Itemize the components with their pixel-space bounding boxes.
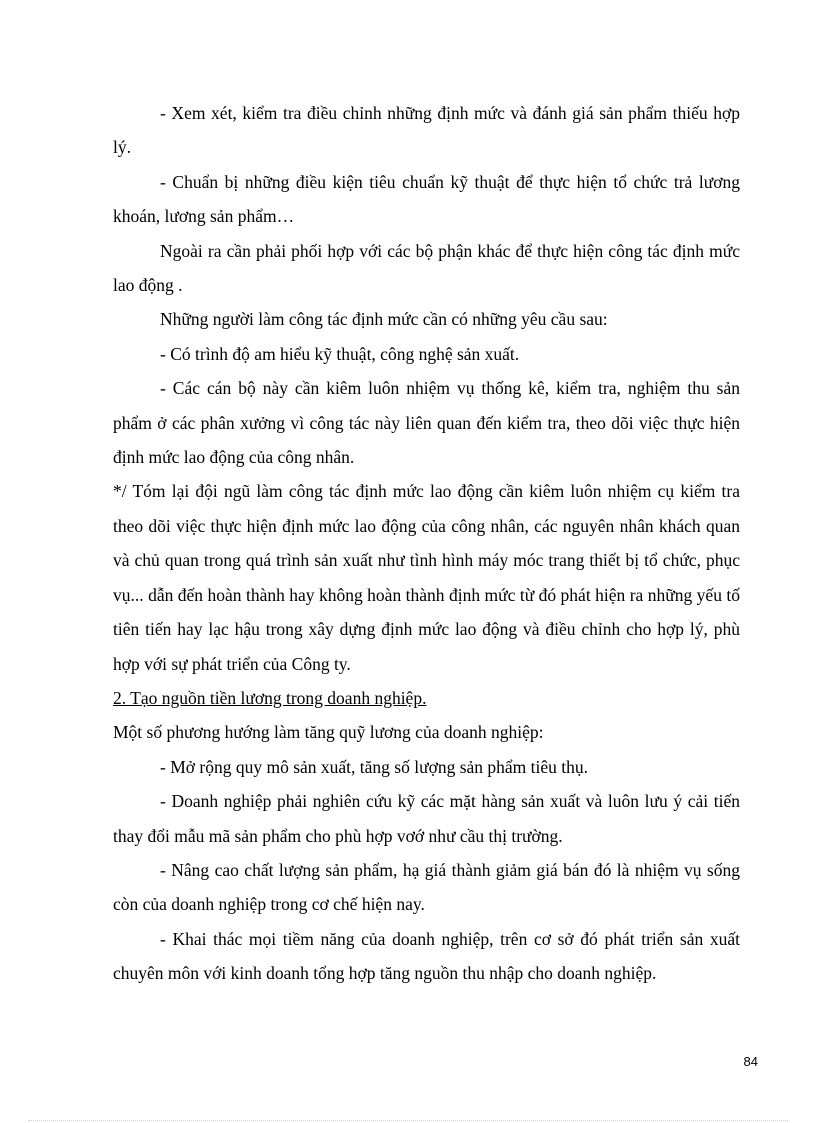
- section-heading-salary-fund: 2. Tạo nguồn tiền lương trong doanh nghiệp.: [113, 687, 427, 708]
- page-number: 84: [743, 1054, 758, 1069]
- bullet-research-products: - Doanh nghiệp phải nghiên cứu kỹ các mặt hàng sản xuất và luôn lưu ý cải tiến thay đổi mẫu mã sản phẩm cho phù hợp vơớ như cầu thị trường.: [113, 791, 740, 846]
- bullet-statistics-duties: - Các cán bộ này cần kiêm luôn nhiệm vụ thống kê, kiểm tra, nghiệm thu sản phẩm ở các phân xưởng vì công tác này liên quan đến kiểm tra, theo dõi việc thực hiện định mức lao động của công nhân.: [113, 378, 740, 468]
- paragraph-summary: */ Tóm lại đội ngũ làm công tác định mức lao động cần kiêm luôn nhiệm cụ kiểm tra theo dõi việc thực hiện định mức lao động của công nhân, các nguyên nhân khách quan và chủ quan trong quá trình sản xuất như tình hình máy móc trang thiết bị tổ chức, phục vụ... dẫn đến hoàn thành hay không hoàn thành định mức từ đó phát hiện ra những yếu tố tiên tiến hay lạc hậu trong xây dựng định mức lao động và điều chỉnh cho hợp lý, phù hợp với sự phát triển của Công ty.: [113, 481, 740, 674]
- paragraph-requirements-intro: Những người làm công tác định mức cần có những yêu cầu sau:: [160, 309, 608, 330]
- bullet-expand-production: - Mở rộng quy mô sản xuất, tăng số lượng sản phẩm tiêu thụ.: [160, 756, 589, 777]
- bullet-prepare-conditions: - Chuẩn bị những điều kiện tiêu chuẩn kỹ thuật để thực hiện tổ chức trả lương khoán, lương sản phẩm…: [113, 171, 740, 227]
- bullet-improve-quality: - Nâng cao chất lượng sản phẩm, hạ giá thành giảm giá bán đó là nhiệm vụ sống còn của doanh nghiệp trong cơ chế hiện nay.: [113, 859, 740, 915]
- bullet-technical-knowledge: - Có trình độ am hiểu kỹ thuật, công nghệ sản xuất.: [160, 343, 520, 364]
- bullet-review-norms: - Xem xét, kiểm tra điều chỉnh những định mức và đánh giá sản phẩm thiếu hợp lý.: [113, 103, 740, 158]
- bullet-exploit-potential: - Khai thác mọi tiềm năng của doanh nghiệp, trên cơ sở đó phát triển sản xuất chuyên môn với kinh doanh tổng hợp tăng nguồn thu nhập cho doanh nghiệp.: [113, 928, 740, 984]
- page-body: [113, 96, 740, 991]
- paragraph-directions-intro: Một số phương hướng làm tăng quỹ lương của doanh nghiệp:: [113, 722, 544, 743]
- paragraph-coordination: Ngoài ra cần phải phối hợp với các bộ phận khác để thực hiện công tác định mức lao động .: [113, 240, 740, 296]
- page-bottom-rule: [28, 1120, 788, 1121]
